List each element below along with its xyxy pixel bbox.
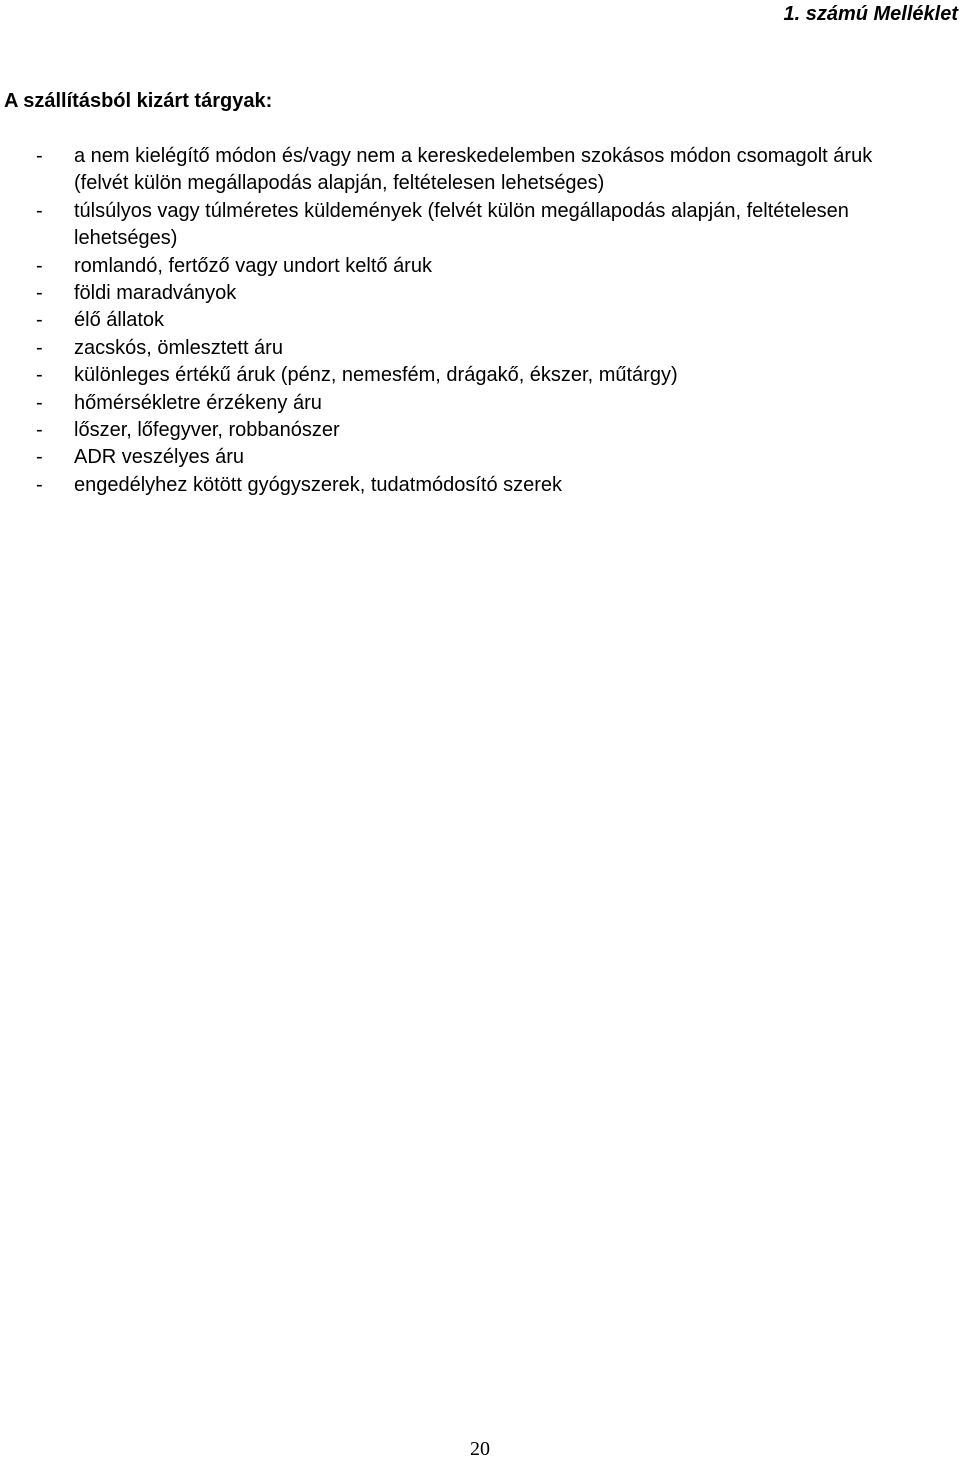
list-item — [0, 362, 900, 389]
dash-bullet: - — [36, 145, 43, 167]
list-item-text: zacskós, ömlesztett áru — [74, 336, 283, 359]
list-item — [0, 307, 900, 334]
list-item — [0, 444, 900, 471]
dash-bullet: - — [36, 336, 43, 359]
page-number: 20 — [470, 1438, 490, 1460]
section-title: A szállításból kizárt tárgyak: — [4, 90, 273, 112]
dash-bullet: - — [36, 391, 43, 414]
dash-bullet: - — [36, 309, 43, 332]
list-item-text: lőszer, lőfegyver, robbanószer — [74, 419, 340, 442]
list-item-text: túlsúlyos vagy túlméretes küldemények (felvét külön megállapodás alapján, feltételesen lehetséges) — [74, 199, 849, 250]
list-item-text: romlandó, fertőző vagy undort keltő áruk — [74, 254, 432, 277]
list-item — [0, 280, 900, 307]
list-item-text: a nem kielégítő módon és/vagy nem a kereskedelemben szokásos módon csomagolt áruk (felvét külön megállapodás alapján, feltételesen lehetséges) — [74, 145, 873, 195]
excluded-items-list — [0, 143, 900, 499]
dash-bullet: - — [36, 364, 43, 387]
list-item — [0, 472, 900, 499]
dash-bullet: - — [36, 446, 43, 469]
list-item-text: engedélyhez kötött gyógyszerek, tudatmódosító szerek — [74, 473, 563, 496]
list-item — [0, 417, 900, 444]
dash-bullet: - — [36, 473, 43, 496]
list-item-text: hőmérsékletre érzékeny áru — [74, 391, 322, 414]
dash-bullet: - — [36, 282, 43, 305]
list-item-text: földi maradványok — [74, 282, 237, 305]
annex-label: 1. számú Melléklet — [783, 3, 958, 25]
list-item — [0, 198, 900, 253]
list-item-text: élő állatok — [74, 309, 165, 332]
list-item — [0, 390, 900, 417]
list-item — [0, 335, 900, 362]
list-item-text: ADR veszélyes áru — [74, 446, 245, 469]
dash-bullet: - — [36, 254, 43, 277]
list-item-text: különleges értékű áruk (pénz, nemesfém, drágakő, ékszer, műtárgy) — [74, 364, 678, 387]
dash-bullet: - — [36, 419, 43, 442]
list-item — [0, 143, 900, 198]
dash-bullet: - — [36, 199, 43, 222]
list-item — [0, 253, 900, 280]
